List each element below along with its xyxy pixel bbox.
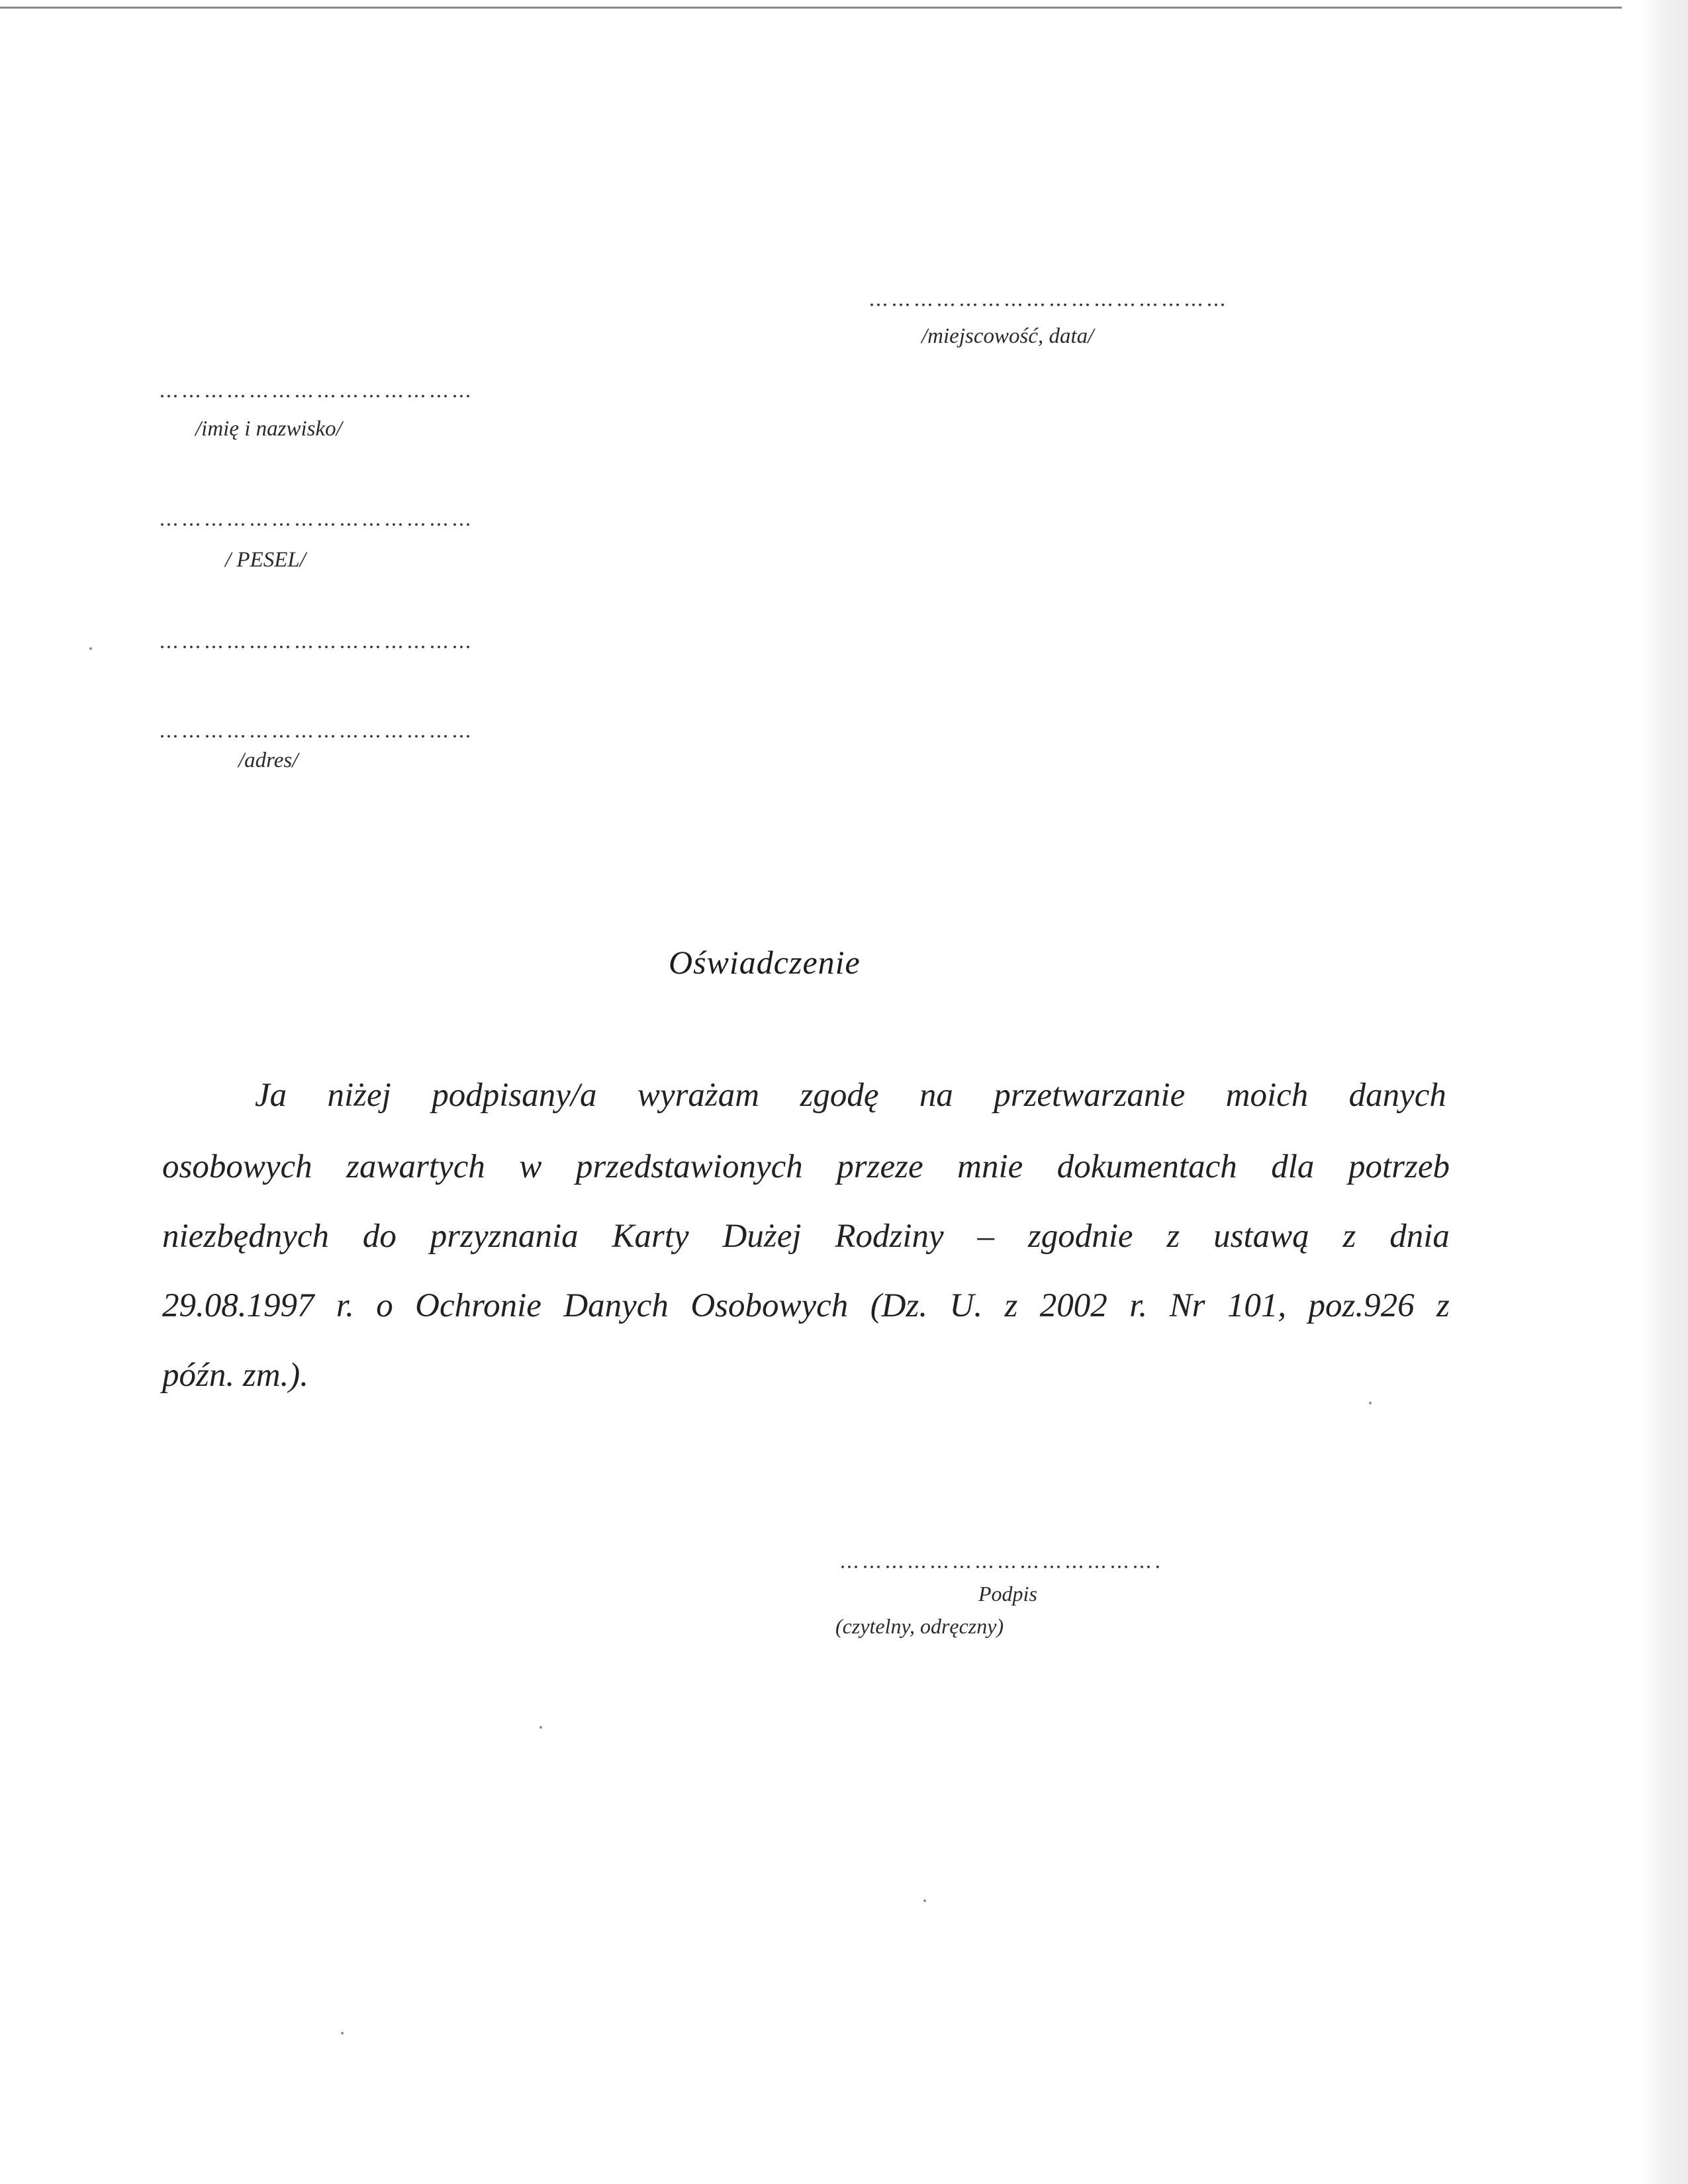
scan-top-edge <box>0 7 1622 9</box>
address-dots-line1: …………………………………… <box>159 630 474 653</box>
statement-word: niezbędnych <box>162 1218 330 1255</box>
statement-word: z <box>1342 1218 1356 1255</box>
statement-word: Karty <box>612 1218 689 1255</box>
statement-word: Dużej <box>722 1218 802 1255</box>
statement-word: Danych <box>563 1287 669 1324</box>
scan-speck <box>923 1899 926 1902</box>
statement-line-5: późn. zm.). <box>162 1357 309 1394</box>
address-dots-line2: …………………………………… <box>159 719 474 743</box>
scan-speck <box>341 2032 344 2034</box>
statement-word: 29.08.1997 <box>162 1287 314 1324</box>
document-title: Oświadczenie <box>669 944 861 981</box>
statement-word: niżej <box>327 1077 391 1114</box>
statement-word: – <box>977 1218 995 1255</box>
statement-line-1 <box>255 1079 1446 1113</box>
statement-word: Osobowych <box>690 1287 849 1324</box>
pesel-dots: …………………………………… <box>159 508 474 531</box>
signature-sublabel: (czytelny, odręczny) <box>835 1614 1004 1638</box>
statement-word: (Dz. <box>870 1287 928 1324</box>
statement-word: przedstawionych <box>575 1148 803 1185</box>
statement-word: z <box>1436 1287 1450 1324</box>
statement-word: r. <box>336 1287 354 1324</box>
statement-line-3 <box>162 1220 1450 1253</box>
statement-word: Ja <box>255 1077 287 1114</box>
statement-word: potrzeb <box>1348 1148 1450 1185</box>
statement-word: Rodziny <box>835 1218 944 1255</box>
statement-word: mnie <box>957 1148 1023 1185</box>
statement-word: r. <box>1129 1287 1148 1324</box>
statement-word: Nr <box>1169 1287 1205 1324</box>
scan-speck <box>1369 1402 1372 1404</box>
statement-line-4 <box>162 1289 1450 1323</box>
statement-word: Ochronie <box>415 1287 541 1324</box>
statement-word: z <box>1004 1287 1018 1324</box>
address-label: /adres/ <box>238 749 299 772</box>
statement-word: moich <box>1225 1077 1309 1114</box>
statement-word: wyrażam <box>637 1077 760 1114</box>
statement-word: dokumentach <box>1056 1148 1237 1185</box>
statement-word: przeze <box>837 1148 923 1185</box>
statement-word: na <box>919 1077 953 1114</box>
statement-word: 101, <box>1227 1287 1287 1324</box>
statement-line-2 <box>162 1150 1450 1184</box>
statement-word: zgodnie <box>1027 1218 1133 1255</box>
statement-word: poz.926 <box>1308 1287 1415 1324</box>
statement-word: podpisany/a <box>432 1077 597 1114</box>
statement-word: dla <box>1271 1148 1315 1185</box>
statement-word: zawartych <box>346 1148 485 1185</box>
signature-dots: ……………………………………. <box>839 1550 1164 1573</box>
statement-word: przyznania <box>430 1218 579 1255</box>
statement-word: do <box>362 1218 397 1255</box>
name-dots: …………………………………… <box>159 379 474 402</box>
statement-word: 2002 <box>1039 1287 1107 1324</box>
scan-speck <box>89 647 92 650</box>
scan-speck <box>539 1726 542 1729</box>
statement-word: danych <box>1348 1077 1446 1114</box>
statement-word: w <box>519 1148 542 1185</box>
statement-word: osobowych <box>162 1148 312 1185</box>
statement-word: U. <box>949 1287 983 1324</box>
statement-word: dnia <box>1389 1218 1450 1255</box>
pesel-label: / PESEL/ <box>225 548 306 572</box>
statement-word: z <box>1166 1218 1180 1255</box>
statement-word: ustawą <box>1213 1218 1309 1255</box>
statement-word: przetwarzanie <box>994 1077 1186 1114</box>
place-date-dots: ………………………………………… <box>868 288 1229 311</box>
statement-word: o <box>376 1287 393 1324</box>
name-label: /imię i nazwisko/ <box>195 417 342 441</box>
statement-word: zgodę <box>800 1077 879 1114</box>
place-date-label: /miejscowość, data/ <box>921 324 1094 348</box>
scan-right-edge <box>1642 0 1688 2184</box>
signature-label: Podpis <box>978 1582 1037 1606</box>
